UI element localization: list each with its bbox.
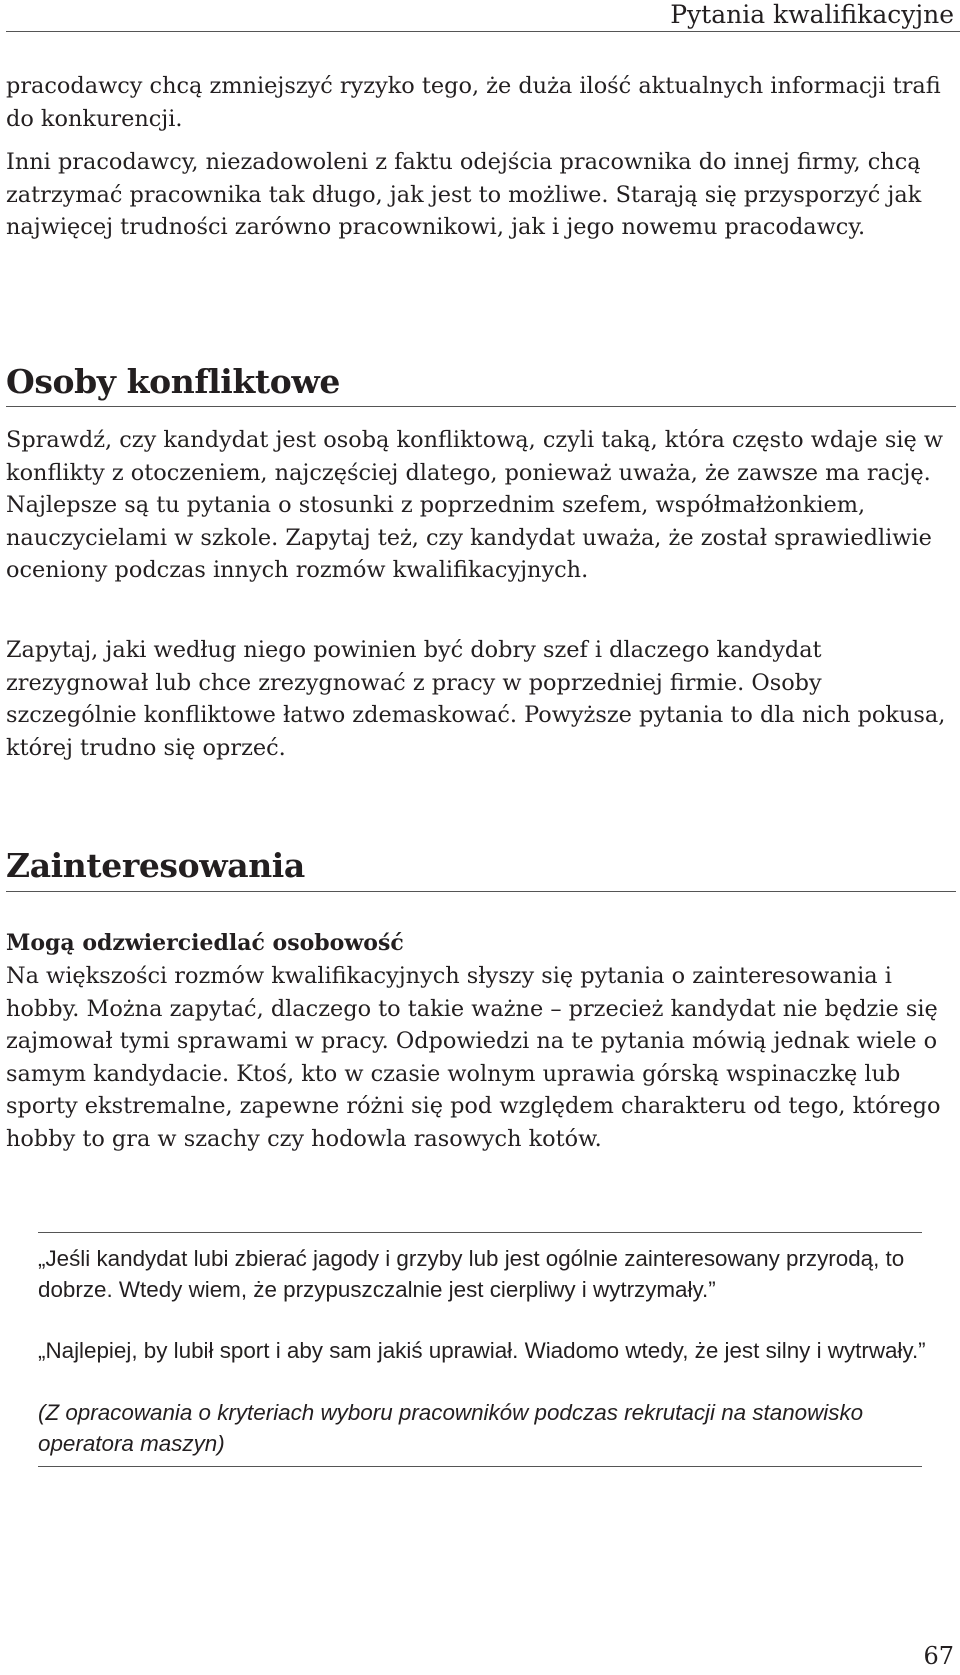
quote-box-bottom-rule: [38, 1466, 922, 1467]
interests-paragraph: Na większości rozmów kwalifikacyjnych słyszy się pytania o zainteresowania i hobby. Można zapytać, dlaczego to takie ważne – przecież kandydat nie będzie się zajmował tymi sprawami w pracy. Odpowiedzi na te pytania mówią jednak wiele o samym kandydacie. Ktoś, kto w czasie wolnym uprawia górską wspinaczkę lub sporty ekstremalne, zapewne różni się pod względem charakteru od tego, którego hobby to gra w szachy czy hodowla rasowych kotów.: [6, 963, 941, 1152]
page-number: 67: [923, 1642, 954, 1670]
quote-box-top-rule: [38, 1232, 922, 1233]
quote-1: „Jeśli kandydat lubi zbierać jagody i grzyby lub jest ogólnie zainteresowany przyrodą, to dobrze. Wtedy wiem, że przypuszczalnie jest cierpliwy i wytrzymały.”: [38, 1246, 905, 1302]
conflict-paragraph-1: Sprawdź, czy kandydat jest osobą konfliktową, czyli taką, która często wdaje się w konflikty z otoczeniem, najczęściej dlatego, ponieważ uważa, że zawsze ma rację. Najlepsze są tu pytania o stosunki z poprzednim szefem, współmałżonkiem, nauczycielami w szkole. Zapytaj też, czy kandydat uważa, że został sprawiedliwie oceniony podczas innych rozmów kwalifikacyjnych.: [6, 427, 944, 584]
section-rule-conflict: [6, 406, 956, 407]
header-rule: [6, 31, 960, 32]
section-title-conflict: Osoby konfliktowe: [6, 362, 340, 401]
intro-paragraph-1: pracodawcy chcą zmniejszyć ryzyko tego, że duża ilość aktualnych informacji trafi do konkurencji.: [6, 73, 941, 132]
quote-source: (Z opracowania o kryteriach wyboru pracowników podczas rekrutacji na stanowisko operatora maszyn): [38, 1400, 864, 1456]
section-title-interests: Zainteresowania: [6, 846, 305, 885]
running-header-title: Pytania kwalifikacyjne: [670, 0, 954, 29]
subsection-title: Mogą odzwierciedlać osobowość: [6, 930, 404, 956]
conflict-paragraph-2: Zapytaj, jaki według niego powinien być dobry szef i dlaczego kandydat zrezygnował lub chce zrezygnować z pracy w poprzedniej firmie. Osoby szczególnie konfliktowe łatwo zdemaskować. Powyższe pytania to dla nich pokusa, której trudno się oprzeć.: [6, 637, 946, 761]
section-rule-interests: [6, 891, 956, 892]
intro-paragraph-2: Inni pracodawcy, niezadowoleni z faktu odejścia pracownika do innej firmy, chcą zatrzymać pracownika tak długo, jak jest to możliwe. Starają się przysporzyć jak najwięcej trudności zarówno pracownikowi, jak i jego nowemu pracodawcy.: [6, 149, 922, 241]
quote-2: „Najlepiej, by lubił sport i aby sam jakiś uprawiał. Wiadomo wtedy, że jest silny i wytrwały.”: [38, 1338, 926, 1363]
